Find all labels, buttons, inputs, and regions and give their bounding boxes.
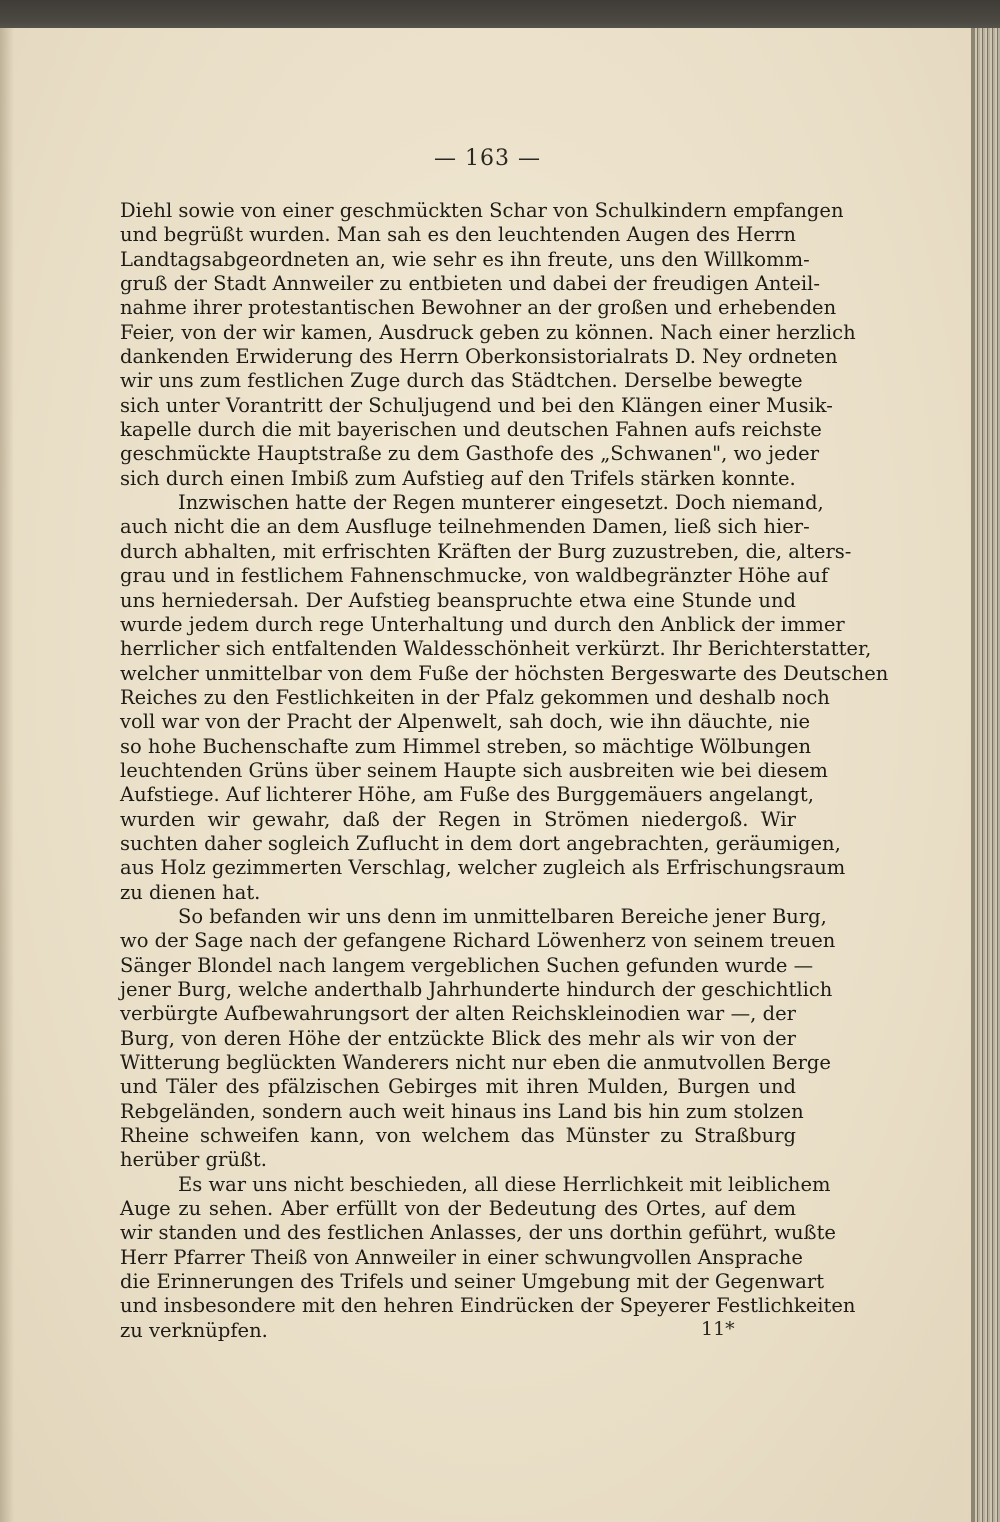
text-line: welcher unmittelbar von dem Fuße der höchsten Bergeswarte des Deutschen [120, 661, 889, 685]
text-line: zu verknüpfen. [120, 1318, 268, 1342]
text-line: verbürgte Aufbewahrungsort der alten Reichskleinodien war —, der [120, 1002, 796, 1026]
text-line: die Erinnerungen des Trifels und seiner Umgebung mit der Gegenwart [120, 1270, 825, 1294]
text-line: leuchtenden Grüns über seinem Haupte sich ausbreiten wie bei diesem [120, 758, 828, 782]
signature-mark: 11* [701, 1318, 735, 1340]
text-line: herrlicher sich entfaltenden Waldesschönheit verkürzt. Ihr Berichterstatter, [120, 637, 872, 661]
text-line: Sänger Blondel nach langem vergeblichen Suchen gefunden wurde — [120, 953, 814, 977]
text-line: uns herniedersah. Der Aufstieg beanspruchte etwa eine Stunde und [120, 588, 796, 612]
page-number: — 163 — [434, 146, 541, 171]
paragraph-start: Inzwischen hatte der Regen munterer eingesetzt. Doch niemand, [178, 491, 824, 515]
text-line: kapelle durch die mit bayerischen und deutschen Fahnen aufs reichste [120, 418, 822, 442]
text-line: dankenden Erwiderung des Herrn Oberkonsistorialrats D. Ney ordneten [120, 345, 838, 369]
text-line: suchten daher sogleich Zuflucht in dem dort angebrachten, geräumigen, [120, 831, 841, 855]
text-line: voll war von der Pracht der Alpenwelt, sah doch, wie ihn däuchte, nie [120, 710, 811, 734]
text-line: Reiches zu den Festlichkeiten in der Pfalz gekommen und deshalb noch [120, 685, 830, 709]
text-line: Auge zu sehen. Aber erfüllt von der Bedeutung des Ortes, auf dem [120, 1197, 796, 1221]
text-line: Rheine schweifen kann, von welchem das Münster zu Straßburg [120, 1124, 796, 1148]
text-line: zu dienen hat. [120, 880, 261, 904]
text-line: jener Burg, welche anderthalb Jahrhunderte hindurch der geschichtlich [120, 978, 833, 1001]
text-line: wir uns zum festlichen Zuge durch das Städtchen. Derselbe bewegte [120, 369, 803, 393]
text-line: geschmückte Hauptstraße zu dem Gasthofe des „Schwanen", wo jeder [120, 442, 820, 466]
book-page-edges [975, 28, 1000, 1522]
text-line: herüber grüßt. [120, 1148, 267, 1172]
text-line: wurden wir gewahr, daß der Regen in Strömen niedergoß. Wir [120, 807, 796, 831]
paragraph-start: Es war uns nicht beschieden, all diese Herrlichkeit mit leiblichem [178, 1172, 831, 1196]
text-line: wir standen und des festlichen Anlasses, der uns dorthin geführt, wußte [120, 1221, 836, 1245]
text-line: auch nicht die an dem Ausfluge teilnehmenden Damen, ließ sich hier- [120, 515, 810, 539]
text-line: sich durch einen Imbiß zum Aufstieg auf den Trifels stärken konnte. [120, 466, 796, 490]
text-line: durch abhalten, mit erfrischten Kräften der Burg zuzustreben, die, alters- [120, 539, 852, 563]
text-line: gruß der Stadt Annweiler zu entbieten und dabei der freudigen Anteil- [120, 272, 820, 296]
paragraph-start: So befanden wir uns denn im unmittelbaren Bereiche jener Burg, [178, 904, 827, 928]
page-gutter-shadow [0, 28, 14, 1522]
text-line: wo der Sage nach der gefangene Richard Löwenherz von seinem treuen [120, 929, 836, 953]
text-line: so hohe Buchenschafte zum Himmel streben, so mächtige Wölbungen [120, 734, 812, 758]
text-line: Herr Pfarrer Theiß von Annweiler in einer schwungvollen Ansprache [120, 1245, 803, 1269]
text-line: nahme ihrer protestantischen Bewohner an der großen und erhebenden [120, 296, 837, 320]
text-line: und begrüßt wurden. Man sah es den leuchtenden Augen des Herrn [120, 223, 796, 247]
text-line: Witterung beglückten Wanderers nicht nur eben die anmutvollen Berge [120, 1051, 831, 1075]
text-line: Aufstiege. Auf lichterer Höhe, am Fuße des Burggemäuers angelangt, [120, 783, 814, 807]
text-line: Diehl sowie von einer geschmückten Schar von Schulkindern empfangen [120, 199, 844, 222]
text-line: und insbesondere mit den hehren Eindrücken der Speyerer Festlichkeiten [120, 1294, 856, 1318]
text-line: Rebgeländen, sondern auch weit hinaus ins Land bis hin zum stolzen [120, 1099, 804, 1123]
body-text [120, 199, 889, 1343]
text-line: sich unter Vorantritt der Schuljugend und bei den Klängen einer Musik- [120, 393, 833, 417]
text-line: Burg, von deren Höhe der entzückte Blick des mehr als wir von der [120, 1026, 796, 1050]
text-line: Feier, von der wir kamen, Ausdruck geben zu können. Nach einer herzlich [120, 320, 856, 344]
text-line: aus Holz gezimmerten Verschlag, welcher zugleich als Erfrischungsraum [120, 856, 846, 880]
text-line: Landtagsabgeordneten an, wie sehr es ihn freute, uns den Willkomm- [120, 247, 810, 271]
text-line: und Täler des pfälzischen Gebirges mit ihren Mulden, Burgen und [120, 1075, 796, 1099]
text-line: grau und in festlichem Fahnenschmucke, von waldbegränzter Höhe auf [120, 564, 829, 588]
text-line: wurde jedem durch rege Unterhaltung und durch den Anblick der immer [120, 612, 845, 636]
